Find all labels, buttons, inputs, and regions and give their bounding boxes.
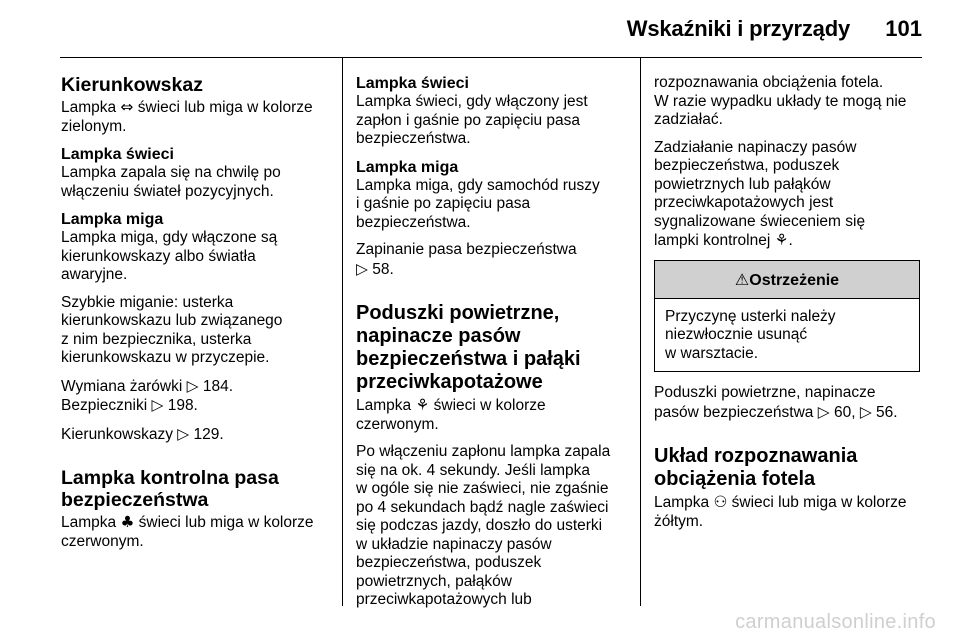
- warning-body: Przyczynę usterki należy niezwłocznie usunąć w warsztacie.: [665, 307, 836, 362]
- paragraph-occupant: Lampka ⚇ świeci lub miga w kolorze żółtym.: [654, 493, 907, 530]
- occupant-detection-icon: ⚇: [713, 493, 728, 511]
- column-1: [61, 74, 333, 560]
- page-ref-arrow-icon: ▷: [177, 424, 190, 443]
- paragraph-references: Wymiana żarówki ▷ 184. Bezpieczniki ▷ 198.: [61, 376, 234, 414]
- heading-seatbelt-lamp: Lampka kontrolna pasa bezpieczeństwa: [61, 467, 279, 511]
- paragraph-ignition: Po włączeniu zapłonu lampka zapala się na ok. 4 sekundy. Jeśli lampka w ogóle się nie zaświeci, nie zgaśnie po 4 sekundach bądź nagle zaświeci się podczas jazdy, doszło do usterki w układzie napinaczy pasów bezpieczeństwa, poduszek powietrznych, pałąków przeciwkapotażowych lub: [356, 443, 611, 608]
- heading-turn-signal: Kierunkowskaz: [61, 74, 203, 96]
- page-ref-arrow-icon: ▷: [817, 402, 830, 421]
- heading-lamp-blinks: Lampka miga: [356, 158, 459, 176]
- heading-lamp-lit: Lampka świeci: [61, 146, 174, 163]
- page-ref-arrow-icon: ▷: [151, 396, 164, 414]
- column-divider-2: [640, 58, 641, 606]
- column-3: [654, 74, 926, 540]
- column-divider-1: [342, 58, 343, 606]
- heading-lamp-blinks: Lampka miga: [61, 211, 164, 228]
- paragraph-lamp-lit: Lampka zapala się na chwilę po włączeniu świateł pozycyjnych.: [61, 164, 281, 200]
- paragraph-lamp-lit: Lampka świeci, gdy włączony jest zapłon i gaśnie po zapięciu pasa bezpieczeństwa.: [356, 93, 588, 147]
- page-title: Wskaźniki i przyrządy: [626, 16, 850, 41]
- paragraph-lamp-blinks: Lampka miga, gdy samochód ruszy i gaśnie po zapięciu pasa bezpieczeństwa.: [356, 176, 600, 231]
- paragraph-fasten-ref: Zapinanie pasa bezpieczeństwa ▷ 58.: [356, 241, 577, 278]
- page-ref-arrow-icon: ▷: [186, 376, 199, 395]
- warning-title: Ostrzeżenie: [749, 271, 840, 289]
- paragraph-lamp-blinks: Lampka miga, gdy włączone są kierunkowskazy albo światła awaryjne.: [61, 229, 278, 283]
- page-ref-arrow-icon: ▷: [859, 402, 872, 421]
- airbag-icon: ⚘: [415, 396, 430, 414]
- warning-header: [655, 261, 919, 299]
- paragraph-fast-blink: Szybkie miganie: usterka kierunkowskazu lub związanego z nim bezpiecznika, usterka kierunkowskazu w przyczepie.: [61, 293, 283, 366]
- column-2: [356, 74, 628, 619]
- watermark: carmanualsonline.info: [735, 611, 936, 633]
- seatbelt-icon: ♣: [120, 513, 135, 531]
- header-rule: [60, 57, 922, 58]
- airbag-icon: ⚘: [774, 231, 789, 249]
- paragraph-continued: rozpoznawania obciążenia fotela. W razie wypadku układy te mogą nie zadziałać.: [654, 74, 907, 128]
- warning-triangle-icon: ⚠: [734, 269, 750, 289]
- paragraph-seatbelt: Lampka ♣ świeci lub miga w kolorze czerwonym.: [61, 513, 314, 550]
- warning-box: [654, 260, 920, 373]
- paragraph-airbag-ref: Poduszki powietrzne, napinacze pasów bezpieczeństwa ▷ 60, ▷ 56.: [654, 384, 898, 421]
- page-number: 101: [885, 16, 922, 41]
- page-ref-arrow-icon: ▷: [356, 259, 368, 278]
- paragraph-deployment: Zadziałanie napinaczy pasów bezpieczeństwa, poduszek powietrznych lub pałąków przeciwkapotażowych jest sygnalizowane świeceniem się lampki kontrolnej ⚘.: [654, 138, 866, 249]
- heading-occupant-detection: Układ rozpoznawania obciążenia fotela: [654, 445, 858, 490]
- turn-signal-icon: ⇔: [120, 98, 134, 116]
- heading-airbags: Poduszki powietrzne, napinacze pasów bezpieczeństwa i pałąki przeciwkapotażowe: [356, 302, 581, 393]
- paragraph-turn-ref: Kierunkowskazy ▷ 129.: [61, 424, 224, 443]
- paragraph-airbag-lamp: Lampka ⚘ świeci w kolorze czerwonym.: [356, 396, 546, 433]
- heading-lamp-lit: Lampka świeci: [356, 75, 469, 92]
- paragraph-turn-signal: Lampka ⇔ świeci lub miga w kolorze zielonym.: [61, 98, 313, 135]
- page-header: [0, 0, 960, 58]
